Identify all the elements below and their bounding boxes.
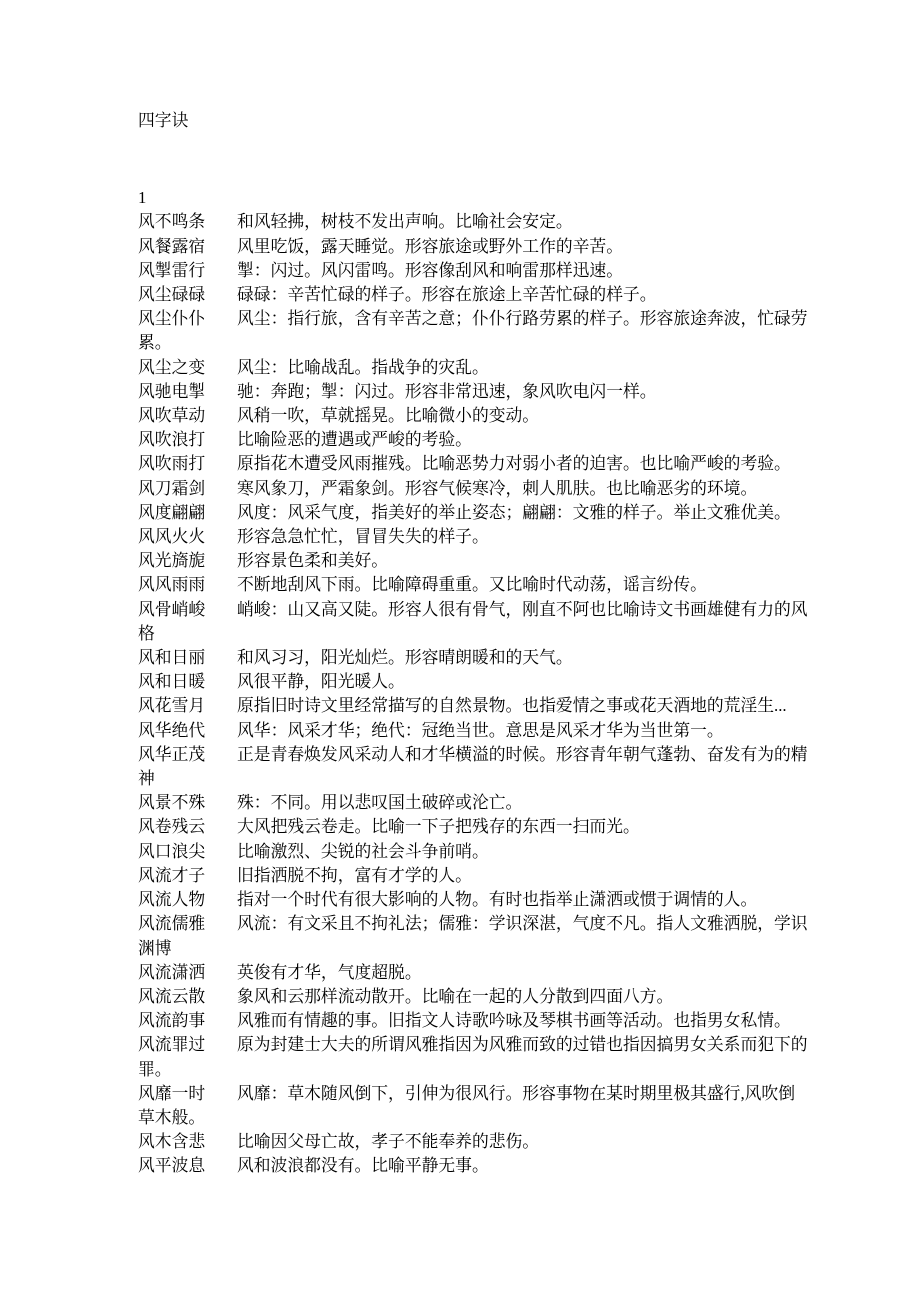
idiom-definition: 象风和云那样流动散开。比喻在一起的人分散到四面八方。 — [237, 986, 674, 1006]
idiom-entry — [138, 380, 808, 404]
idiom-term: 风风火火 — [138, 527, 206, 547]
idiom-term: 风尘碌碌 — [138, 285, 206, 305]
idiom-definition: 掣：闪过。风闪雷鸣。形容像刮风和响雷那样迅速。 — [237, 260, 623, 280]
idiom-term: 风刀霜剑 — [138, 478, 206, 498]
idiom-entry — [138, 1033, 808, 1081]
idiom-term: 风靡一时 — [138, 1083, 206, 1103]
idiom-entry — [138, 743, 808, 791]
idiom-entry — [138, 912, 808, 960]
idiom-definition: 形容景色柔和美好。 — [237, 551, 389, 571]
idiom-definition: 风靡：草木随风倒下，引伸为很风行。形容事物在某时期里极其盛行,风吹倒草木般。 — [138, 1083, 795, 1127]
idiom-definition: 风和波浪都没有。比喻平静无事。 — [237, 1156, 489, 1176]
idiom-term: 风流人物 — [138, 890, 206, 910]
idiom-definition: 风里吃饭，露天睡觉。形容旅途或野外工作的辛苦。 — [237, 236, 623, 256]
idiom-term: 风吹草动 — [138, 406, 206, 426]
idiom-entry — [138, 356, 808, 380]
idiom-term: 风景不殊 — [138, 793, 206, 813]
idiom-definition: 碌碌：辛苦忙碌的样子。形容在旅途上辛苦忙碌的样子。 — [237, 285, 657, 305]
idiom-definition: 风华：风采才华；绝代：冠绝当世。意思是风采才华为当世第一。 — [237, 720, 724, 740]
idiom-term: 风驰电掣 — [138, 381, 206, 401]
idiom-definition: 大风把残云卷走。比喻一下子把残存的东西一扫而光。 — [237, 817, 640, 837]
section-number: 1 — [138, 188, 147, 208]
idiom-term: 风吹浪打 — [138, 430, 206, 450]
idiom-entry — [138, 864, 808, 888]
idiom-entry — [138, 888, 808, 912]
idiom-term: 风度翩翩 — [138, 502, 206, 522]
idiom-entry — [138, 1082, 808, 1130]
idiom-entry — [138, 525, 808, 549]
idiom-term: 风卷残云 — [138, 817, 206, 837]
page-title: 四字诀 — [138, 111, 189, 130]
idiom-definition: 峭峻：山又高又陡。形容人很有骨气，刚直不阿也比喻诗文书画雄健有力的风格 — [138, 599, 808, 643]
idiom-term: 风华绝代 — [138, 720, 206, 740]
idiom-entry — [138, 307, 808, 355]
idiom-term: 风光旖旎 — [138, 551, 206, 571]
idiom-entry — [138, 646, 808, 670]
idiom-entry — [138, 985, 808, 1009]
idiom-term: 风尘仆仆 — [138, 309, 206, 329]
idiom-definition: 指对一个时代有很大影响的人物。有时也指举止潇洒或惯于调情的人。 — [237, 890, 758, 910]
idiom-term: 风风雨雨 — [138, 575, 206, 595]
idiom-definition: 原指花木遭受风雨摧残。比喻恶势力对弱小者的迫害。也比喻严峻的考验。 — [237, 454, 791, 474]
idiom-term: 风骨峭峻 — [138, 599, 206, 619]
idiom-definition: 不断地刮风下雨。比喻障碍重重。又比喻时代动荡，谣言纷传。 — [237, 575, 707, 595]
idiom-entry — [138, 1009, 808, 1033]
idiom-definition: 正是青春焕发风采动人和才华横溢的时候。形容青年朝气蓬勃、奋发有为的精神 — [138, 744, 808, 789]
idiom-term: 风吹雨打 — [138, 454, 206, 474]
idiom-definition: 比喻激烈、尖锐的社会斗争前哨。 — [237, 841, 489, 861]
idiom-entry — [138, 961, 808, 985]
idiom-term: 风流云散 — [138, 986, 206, 1006]
idiom-entry — [138, 477, 808, 501]
idiom-definition: 风度：风采气度，指美好的举止姿态；翩翩：文雅的样子。举止文雅优美。 — [237, 502, 791, 522]
idiom-term: 风掣雷行 — [138, 260, 206, 280]
idiom-term: 风尘之变 — [138, 357, 206, 377]
idiom-definition: 驰：奔跑；掣：闪过。形容非常迅速，象风吹电闪一样。 — [237, 381, 657, 401]
idiom-term: 风不鸣条 — [138, 212, 206, 232]
idiom-list — [138, 210, 808, 1178]
idiom-definition: 和风轻拂，树枝不发出声响。比喻社会安定。 — [237, 212, 573, 232]
idiom-entry — [138, 210, 808, 234]
idiom-definition: 风尘：比喻战乱。指战争的灾乱。 — [237, 357, 489, 377]
idiom-entry — [138, 598, 808, 646]
idiom-term: 风平波息 — [138, 1156, 206, 1176]
idiom-term: 风流韵事 — [138, 1011, 206, 1031]
idiom-definition: 原为封建士大夫的所谓风雅指因为风雅而致的过错也指因搞男女关系而犯下的罪。 — [138, 1035, 808, 1079]
idiom-definition: 和风习习，阳光灿烂。形容晴朗暖和的天气。 — [237, 648, 573, 668]
idiom-definition: 形容急急忙忙，冒冒失失的样子。 — [237, 527, 489, 547]
idiom-term: 风和日丽 — [138, 648, 206, 668]
idiom-entry — [138, 452, 808, 476]
idiom-entry — [138, 501, 808, 525]
idiom-definition: 旧指洒脱不拘，富有才学的人。 — [237, 865, 472, 885]
idiom-definition: 风尘：指行旅，含有辛苦之意；仆仆行路劳累的样子。形容旅途奔波，忙碌劳累。 — [138, 309, 808, 353]
idiom-definition: 风很平静，阳光暖人。 — [237, 672, 405, 692]
idiom-entry — [138, 235, 808, 259]
idiom-definition: 殊：不同。用以悲叹国土破碎或沦亡。 — [237, 793, 523, 813]
idiom-entry — [138, 549, 808, 573]
idiom-definition: 比喻因父母亡故，孝子不能奉养的悲伤。 — [237, 1132, 540, 1152]
idiom-entry — [138, 259, 808, 283]
idiom-entry — [138, 840, 808, 864]
idiom-term: 风木含悲 — [138, 1132, 206, 1152]
idiom-definition: 寒风象刀，严霜象剑。形容气候寒冷，刺人肌肤。也比喻恶劣的环境。 — [237, 478, 758, 498]
idiom-term: 风和日暖 — [138, 672, 206, 692]
idiom-term: 风流罪过 — [138, 1035, 206, 1055]
idiom-entry — [138, 670, 808, 694]
idiom-term: 风华正茂 — [138, 744, 206, 764]
idiom-term: 风餐露宿 — [138, 236, 206, 256]
idiom-entry — [138, 815, 808, 839]
idiom-entry — [138, 719, 808, 743]
idiom-definition: 英俊有才华，气度超脱。 — [237, 962, 422, 982]
idiom-entry — [138, 283, 808, 307]
idiom-definition: 原指旧时诗文里经常描写的自然景物。也指爱情之事或花天酒地的荒淫生... — [237, 696, 787, 716]
idiom-entry — [138, 694, 808, 718]
idiom-term: 风流潇洒 — [138, 962, 206, 982]
idiom-entry — [138, 1130, 808, 1154]
idiom-entry — [138, 791, 808, 815]
idiom-term: 风流才子 — [138, 865, 206, 885]
idiom-definition: 风流：有文采且不拘礼法；儒雅：学识深湛，气度不凡。指人文雅洒脱，学识渊博 — [138, 914, 808, 958]
idiom-definition: 比喻险恶的遭遇或严峻的考验。 — [237, 430, 472, 450]
idiom-term: 风口浪尖 — [138, 841, 206, 861]
idiom-term: 风流儒雅 — [138, 914, 206, 934]
idiom-entry — [138, 404, 808, 428]
idiom-entry — [138, 573, 808, 597]
idiom-definition: 风稍一吹，草就摇晃。比喻微小的变动。 — [237, 406, 540, 426]
idiom-entry — [138, 428, 808, 452]
idiom-entry — [138, 1154, 808, 1178]
idiom-term: 风花雪月 — [138, 696, 206, 716]
idiom-definition: 风雅而有情趣的事。旧指文人诗歌吟咏及琴棋书画等活动。也指男女私情。 — [237, 1011, 791, 1031]
